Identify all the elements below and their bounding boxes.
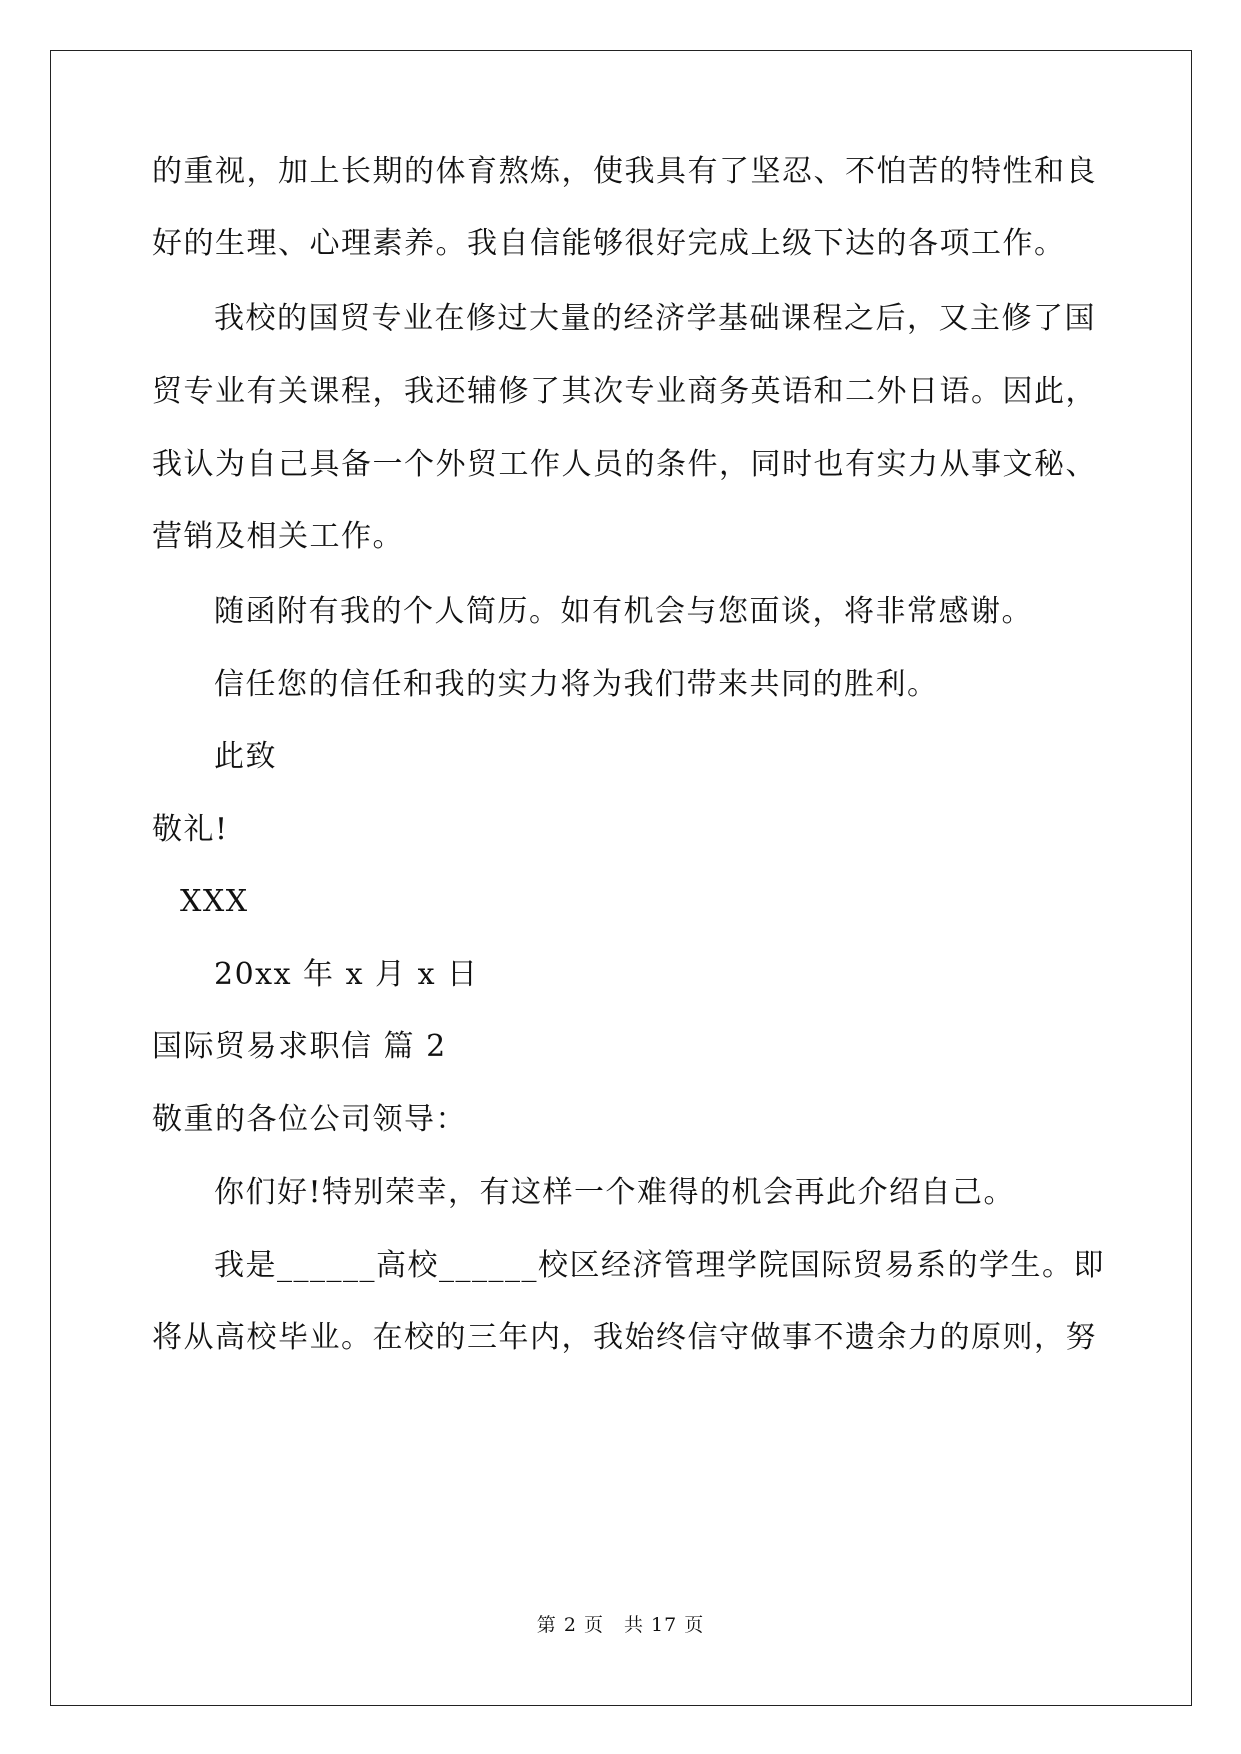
text-line: 营销及相关工作。	[152, 519, 404, 554]
paragraph-start: 我校的国贸专业在修过大量的经济学基础课程之后，又主修了国	[214, 301, 1096, 336]
closing-salutation: 此致	[214, 739, 277, 774]
paragraph-start: 你们好!特别荣幸，有这样一个难得的机会再此介绍自己。	[214, 1175, 1016, 1210]
closing-respect: 敬礼!	[152, 812, 229, 847]
section-heading: 国际贸易求职信 篇 2	[152, 1029, 447, 1064]
greeting: 敬重的各位公司领导：	[152, 1102, 467, 1137]
text-line: 将从高校毕业。在校的三年内，我始终信守做事不遗余力的原则，努	[152, 1320, 1097, 1355]
page-border	[50, 50, 1192, 1706]
text-line: 的重视，加上长期的体育熬炼，使我具有了坚忍、不怕苦的特性和良	[152, 154, 1097, 189]
text-line: 贸专业有关课程，我还辅修了其次专业商务英语和二外日语。因此，	[152, 374, 1097, 409]
paragraph-start: 随函附有我的个人简历。如有机会与您面谈，将非常感谢。	[214, 594, 1033, 629]
signature-name: XXX	[180, 884, 249, 919]
paragraph-start: 信任您的信任和我的实力将为我们带来共同的胜利。	[214, 667, 939, 702]
text-line: 好的生理、心理素养。我自信能够很好完成上级下达的各项工作。	[152, 226, 1066, 261]
paragraph-start: 我是______高校______校区经济管理学院国际贸易系的学生。即	[214, 1248, 1105, 1283]
text-line: 我认为自己具备一个外贸工作人员的条件，同时也有实力从事文秘、	[152, 447, 1097, 482]
page-number: 第 2 页 共 17 页	[536, 1614, 705, 1636]
signature-date: 20xx 年 x 月 x 日	[214, 957, 479, 992]
